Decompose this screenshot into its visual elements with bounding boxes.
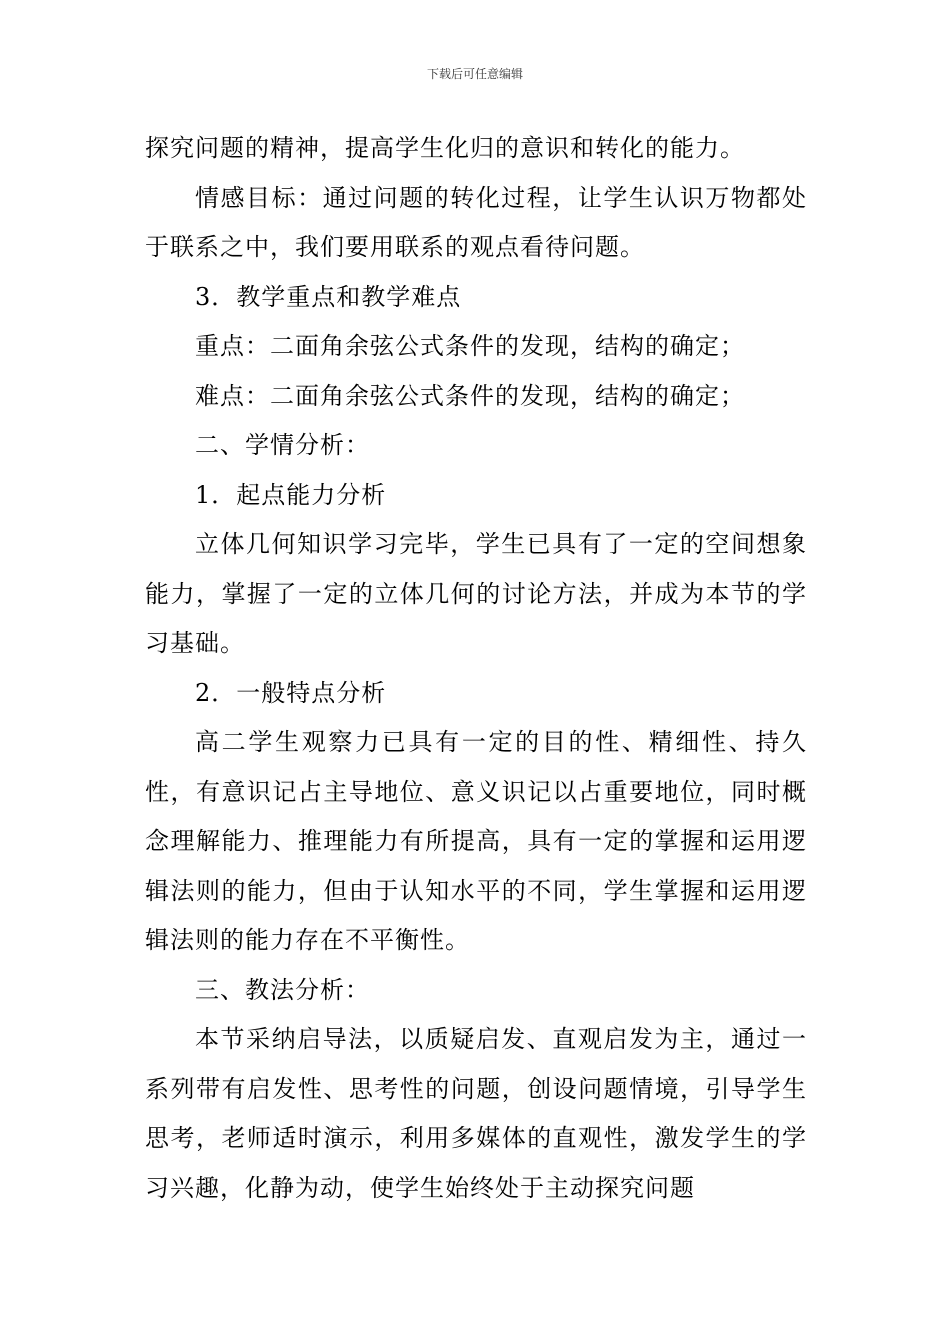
paragraph-key-point: 重点：二面角余弦公式条件的发现，结构的确定； (195, 332, 745, 360)
paragraph-emotional-goal: 情感目标：通过问题的转化过程，让学生认识万物都处于联系之中，我们要用联系的观点看待问题。 (145, 183, 807, 261)
document-body (145, 124, 807, 1213)
paragraph-starting-ability: 立体几何知识学习完毕，学生已具有了一定的空间想象能力，掌握了一定的立体几何的讨论方法，并成为本节的学习基础。 (145, 530, 807, 657)
page-header: 下载后可任意编辑 (426, 67, 523, 81)
heading-general-traits: 2．一般特点分析 (195, 678, 387, 707)
heading-teaching-method: 三、教法分析： (195, 975, 370, 1004)
heading-student-analysis: 二、学情分析： (195, 431, 370, 459)
paragraph-general-traits: 高二学生观察力已具有一定的目的性、精细性、持久性，有意识记占主导地位、意义识记以占重要地位，同时概念理解能力、推理能力有所提高，具有一定的掌握和运用逻辑法则的能力，但由于认知水平的不同，学生掌握和运用逻辑法则的能力存在不平衡性。 (145, 728, 807, 954)
heading-key-points: 3．教学重点和教学难点 (195, 282, 462, 311)
paragraph-difficult-point: 难点：二面角余弦公式条件的发现，结构的确定； (195, 381, 745, 410)
heading-starting-ability: 1．起点能力分析 (195, 480, 387, 509)
paragraph-intro-continuation: 探究问题的精神，提高学生化归的意识和转化的能力。 (145, 134, 745, 162)
paragraph-teaching-method: 本节采纳启导法，以质疑启发、直观启发为主，通过一系列带有启发性、思考性的问题，创设问题情境，引导学生思考，老师适时演示，利用多媒体的直观性，激发学生的学习兴趣，化静为动，使学生始终处于主动探究问题 (145, 1025, 807, 1202)
